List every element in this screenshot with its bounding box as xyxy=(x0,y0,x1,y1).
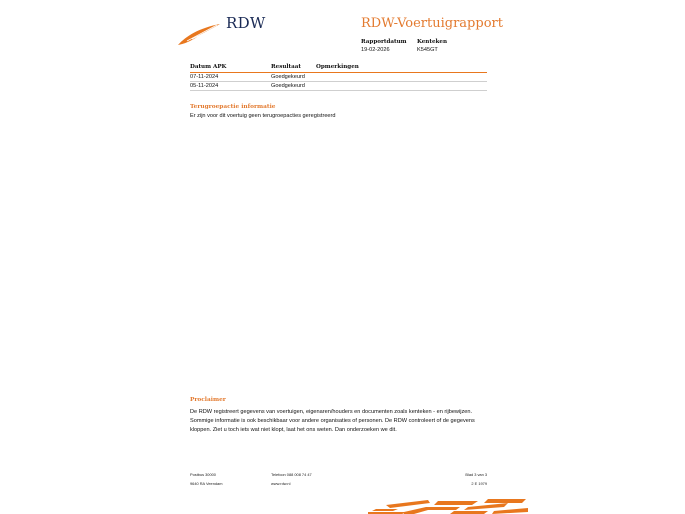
rdw-logo-text: RDW xyxy=(226,14,266,32)
report-date-value: 19-02-2026 xyxy=(361,47,390,53)
footer-website: www.rdw.nl xyxy=(271,481,291,486)
recall-text: Er zijn voor dit voertuig geen terugroepacties geregistreerd xyxy=(190,113,336,119)
rdw-logo-icon xyxy=(177,22,221,46)
footer-page-number: Blad 3 van 3 xyxy=(465,472,487,477)
apk-result-cell: Goedgekeurd xyxy=(271,74,305,80)
apk-result-cell: Goedgekeurd xyxy=(271,83,305,89)
column-header-result: Resultaat xyxy=(271,64,301,70)
apk-date-cell: 05-11-2024 xyxy=(190,83,219,89)
disclaimer-line: Sommige informatie is ook beschikbaar voor andere organisaties of personen. De RDW controleert of de gegevens xyxy=(190,418,475,424)
column-header-date: Datum APK xyxy=(190,64,227,70)
recall-title: Terugroepactie informatie xyxy=(190,104,276,110)
table-row xyxy=(190,82,487,91)
report-title: RDW-Voertuigrapport xyxy=(361,16,503,31)
disclaimer-line: De RDW registreert gegevens van voertuigen, eigenaren/houders en documenten zoals kenteken - en rijbewijzen. xyxy=(190,409,473,415)
rdw-stripes-icon xyxy=(368,497,528,514)
table-row xyxy=(190,73,487,82)
column-header-remarks: Opmerkingen xyxy=(316,64,359,70)
plate-value: K545GT xyxy=(417,47,438,53)
footer-code: 2 E 1979 xyxy=(471,481,487,486)
disclaimer-line: kloppen. Ziet u toch iets wat niet klopt, laat het ons weten. Dan onderzoeken we dit. xyxy=(190,427,397,433)
footer-postbus: Postbus 30000 xyxy=(190,472,216,477)
plate-label: Kenteken xyxy=(417,39,448,45)
disclaimer-title: Proclaimer xyxy=(190,397,226,403)
footer-phone: Telefoon 088 008 74 47 xyxy=(271,472,312,477)
footer-city: 9640 RA Veendam xyxy=(190,481,223,486)
apk-date-cell: 07-11-2024 xyxy=(190,74,219,80)
report-date-label: Rapportdatum xyxy=(361,39,407,45)
